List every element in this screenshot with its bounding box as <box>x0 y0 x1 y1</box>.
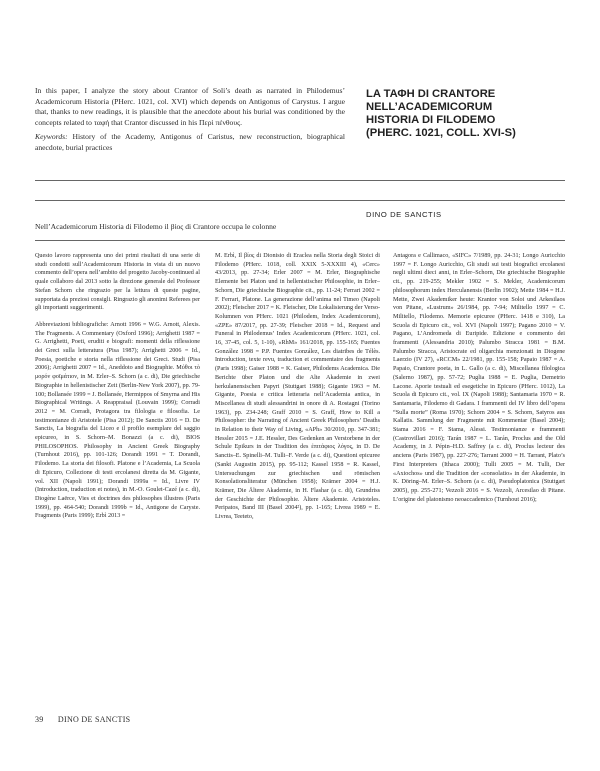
title-line-4: (PHERC. 1021, COLL. XVI-S) <box>366 127 516 139</box>
keywords <box>35 132 345 153</box>
article-title <box>366 88 566 140</box>
title-line-3: HISTORIA DI FILODEMO <box>366 114 496 126</box>
page-footer <box>35 715 130 724</box>
english-abstract <box>35 86 345 154</box>
page-number: 39 <box>35 715 44 724</box>
title-line-1: LA ΤΑΦΗ DI CRANTORE <box>366 88 496 100</box>
title-line-2: NELL’ACADEMICORUM <box>366 101 493 113</box>
divider-bottom <box>35 240 565 241</box>
divider-top <box>35 180 565 181</box>
author-name: DINO DE SANCTIS <box>366 210 442 219</box>
body-column-3 <box>393 252 565 504</box>
bibliography-paragraph: Abbreviazioni bibliografiche: Arnott 1996 = W.G. Arnott, Alexis. The Fragments. A Commentary (Oxford 1996); Arrighetti 1987 = G. Arrighetti, Poeti, eruditi e biografi: momenti della riflessione dei Greci sulla letteratura (Pisa 1987); Arrighetti 2006 = Id., Poesia, poetiche e storia nella riflessione dei Greci. Studi (Pisa 2006); Arrighetti 2007 = Id., Aneddoto and Biographie. Μύθοι τὸ μορόν φοῖμάτιον, in M. Erler–S. Schorn (a c. di), Die griechische Biographie in hellenistischer Zeit (Berlin-New York 2007), pp. 79-100; Bollansée 1999 = J. Bollansée, Hermippos of Smyrna and His Biographical Writings. A Reappraisal (Louvain 1999); Corradi 2012 = M. Corradi, Protagora tra filologia e filosofia. Le testimonianze di Aristotele (Pisa 2012); De Sanctis 2016 = D. De Sanctis, La biografia del Liceo e il profilo esemplare del saggio epicureo, in S. Schorn–M. Bonazzi (a c. di), BIOS PHILOSOPHOS. Philosophy in Ancient Greek Biography (Turnhout 2016), pp. 101-126; Dorandi 1991 = T. Dorandi, Filodemo. La storia dei filosofi. Platone e l’Academia, La Scuola di Epicuro, Collezione di testi ercolanesi diretta da M. Gigante, vol. XII (Napoli 1991); Dorandi 1999a = Id., Livre IV (Introduction, traduction et notes), in M.-O. Goulet-Cazé (a c. di), Diogène Laërce, Vies et doctrines des philosophes illustres (Paris 1999), pp. 464-540; Dorandi 1999b = Id., Antigone de Caryste. Fragments (Paris 1999); Erbì 2013 = <box>35 321 200 520</box>
keywords-label: Keywords: <box>35 132 68 142</box>
acknowledgments-paragraph: Questo lavoro rappresenta uno dei primi risultati di una serie di studi condotti sull’Academicorum Historia in vista di un nuovo commento dell’opera nell’ambito del progetto Jacoby-continued al quale collaboro dal 2013 sotto la direzione generale del Professor Stefan Schorn che ringrazio per la lettura di queste pagine, supportata da preziosi consigli. Ringrazio gli anonimi Referees per gli importanti suggerimenti. <box>35 253 200 312</box>
keywords-text: History of the Academy, Antigonus of Caristus, new reconstruction, biographical anecdote, burial practices <box>35 132 345 152</box>
body-column-1 <box>35 252 200 521</box>
divider-middle <box>35 200 565 201</box>
abstract-text: In this paper, I analyze the story about Crantor of Soli’s death as narrated in Philodemus’ Academicorum Historia (PHerc. 1021, col. XVI) which depends on Antigonus of Carystus. I argue that, thanks to new readings, it is plausible that the anecdote about his burial was conditioned by the concepts related to ταφή that Crantor discussed in his Περὶ πένθους. <box>35 86 345 127</box>
bibliography-continued-1: M. Erbì, Il βίος di Dionisio di Eraclea nella Storia degli Stoici di Filodemo (PHerc. 1018, coll. XXIX 5-XXXIII 4), «Cerc» 43/2013, pp. 27-34; Erler 2007 = M. Erler, Biographische Elemente bei Platon und in hellenistischer Philosophie, in Erler–Schorn, Die griechische Biographie cit., pp. 11-24; Ferrari 2002 = F. Ferrari, Platone. La generazione dell’anima nel Timeo (Napoli 2002); Fleischer 2017 = K. Fleischer, Die Lokalisierung der Verso-Kolumnen von PHerc. 1021 (Philodem, Index Academicorum), «ZPE» 87/2017, pp. 27-39; Fleischer 2018 = Id., Request and Funeral in Philodemus’ Index Academicorum (PHerc. 1021, col. 16, 37-45, col. 5, 1-10), «RhM» 161/2018, pp. 155-165; Fuentes González 1998 = P.P. Fuentes González, Les diatribes de Télès. Introduction, texte revu, traduction et commentaire des fragments (Paris 1998); Gaiser 1988 = K. Gaiser, Philodems Academica. Die Berichte über Platon und die Alte Akademie in zwei herkulanensischen Papyri (Stuttgart 1988); Gigante 1963 = M. Gigante, Poesia e critica letteraria nell’Academia antica, in Miscellanea di studi alessandrini in onore di A. Rostagni (Torino 1963), pp. 234-248; Graff 2010 = S. Graff, How to Kill a Philosopher: the Narrating of Ancient Greek Philosophers’ Deaths in Relation to their Way of Living, «APh» 30/2010, pp. 347-381; Hessler 2015 = J.E. Hessler, Des Gedenken an Verstorbene in der Schule Epikurs in der Tradition des ἐπιτάφιος λόγος, in D. De Sanctis–E. Spinelli–M. Tulli–F. Verde (a c. di), Questioni epicuree (Sankt Augustin 2015), pp. 95-112; Kassel 1958 = R. Kassel, Untersuchungen zur griechischen und römischen Konsolationsliteratur (München 1958); Krämer 2004 = H.J. Krämer, Die Ältere Akademie, in H. Flashar (a c. di), Grundriss der Geschichte der Philosophie. Ältere Akademie. Aristoteles. Peripatos, Band III (Basel 2004²), pp. 1-165; Livrea 1989 = E. Livrea, Teeteto, <box>215 253 380 521</box>
italian-abstract: Nell’Academicorum Historia di Filodemo il βίος di Crantore occupa le colonne <box>35 222 277 231</box>
running-head: DINO DE SANCTIS <box>57 715 131 724</box>
body-column-2 <box>215 252 380 522</box>
bibliography-continued-2: Antagora e Callimaco, «SIFC» 7/1989, pp. 24-31; Longo Auricchio 1997 = F. Longo Auricchio, Gli studi sui testi biografici ercolanesi negli ultimi dieci anni, in Erler–Schorn, Die griechische Biographie cit., pp. 219-255; Mekler 1902 = S. Mekler, Academicorum philosophorum index Herculanensis (Berlin 1902); Mette 1984 = H.J. Mette, Zwei Akademiker heute: Krantor von Soloi und Arkesilaos von Pitane, «Lustrum» 26/1984, pp. 7-94; Militello 1997 = C. Militello, Filodemo. Memorie epicuree (PHerc. 1418 e 310), La Scuola di Epicuro cit., vol. XVI (Napoli 1997); Pagano 2010 = V. Pagano, L’Andromeda di Euripide. Edizione e commento dei frammenti (Alessandria 2010); Palumbo Stracca 1981 = B.M. Palumbo Stracca, Aristocrate ed oligarchia menzionati in Diogene Laerzio (IV 27), «RCCM» 22/1981, pp. 155-158; Papaio 1987 = A. Papaio, Crantore poeta, in L. Gallo (a c. di), Miscellanea filologica (Salerno 1987), pp. 57-72; Puglia 1988 = E. Puglia, Demetrio Lacone. Aporie testuali ed esegetiche in Epicuro (PHerc. 1012), La Scuola di Epicuro cit., vol. IX (Napoli 1988); Santamaria 1970 = R. Santamaria, Filodemo di Gadara. I frammenti del IV libro dell’opera “Sulla morte” (Roma 1970); Schorn 2004 = S. Schorn, Satyros aus Kallatis. Sammlung der Fragmente mit Kommentar (Basel 2004); Stama 2016 = F. Stama, Alessi. Testimonianze e frammenti (Castrovillari 2016); Tarán 1987 = L. Tarán, Proclus and the Old Academy, in J. Pépin–H.D. Saffrey (a c. di), Proclus lecteur des anciens (Paris 1987), pp. 227-276; Tarrant 2000 = H. Tarrant, Plato’s First Interpreters (Ithaca 2000); Tulli 2005 = M. Tulli, Der «Axiochos» und die Tradition der «consolatio» in der Akademie, in K. Döring–M. Erler–S. Schorn (a c. di), Pseudoplatonica (Stuttgart 2005), pp. 255-271; Vezzoli 2016 = S. Vezzoli, Arcesilao di Pitane. L’origine del platonismo neoaccademico (Turnhout 2016); <box>393 253 565 503</box>
